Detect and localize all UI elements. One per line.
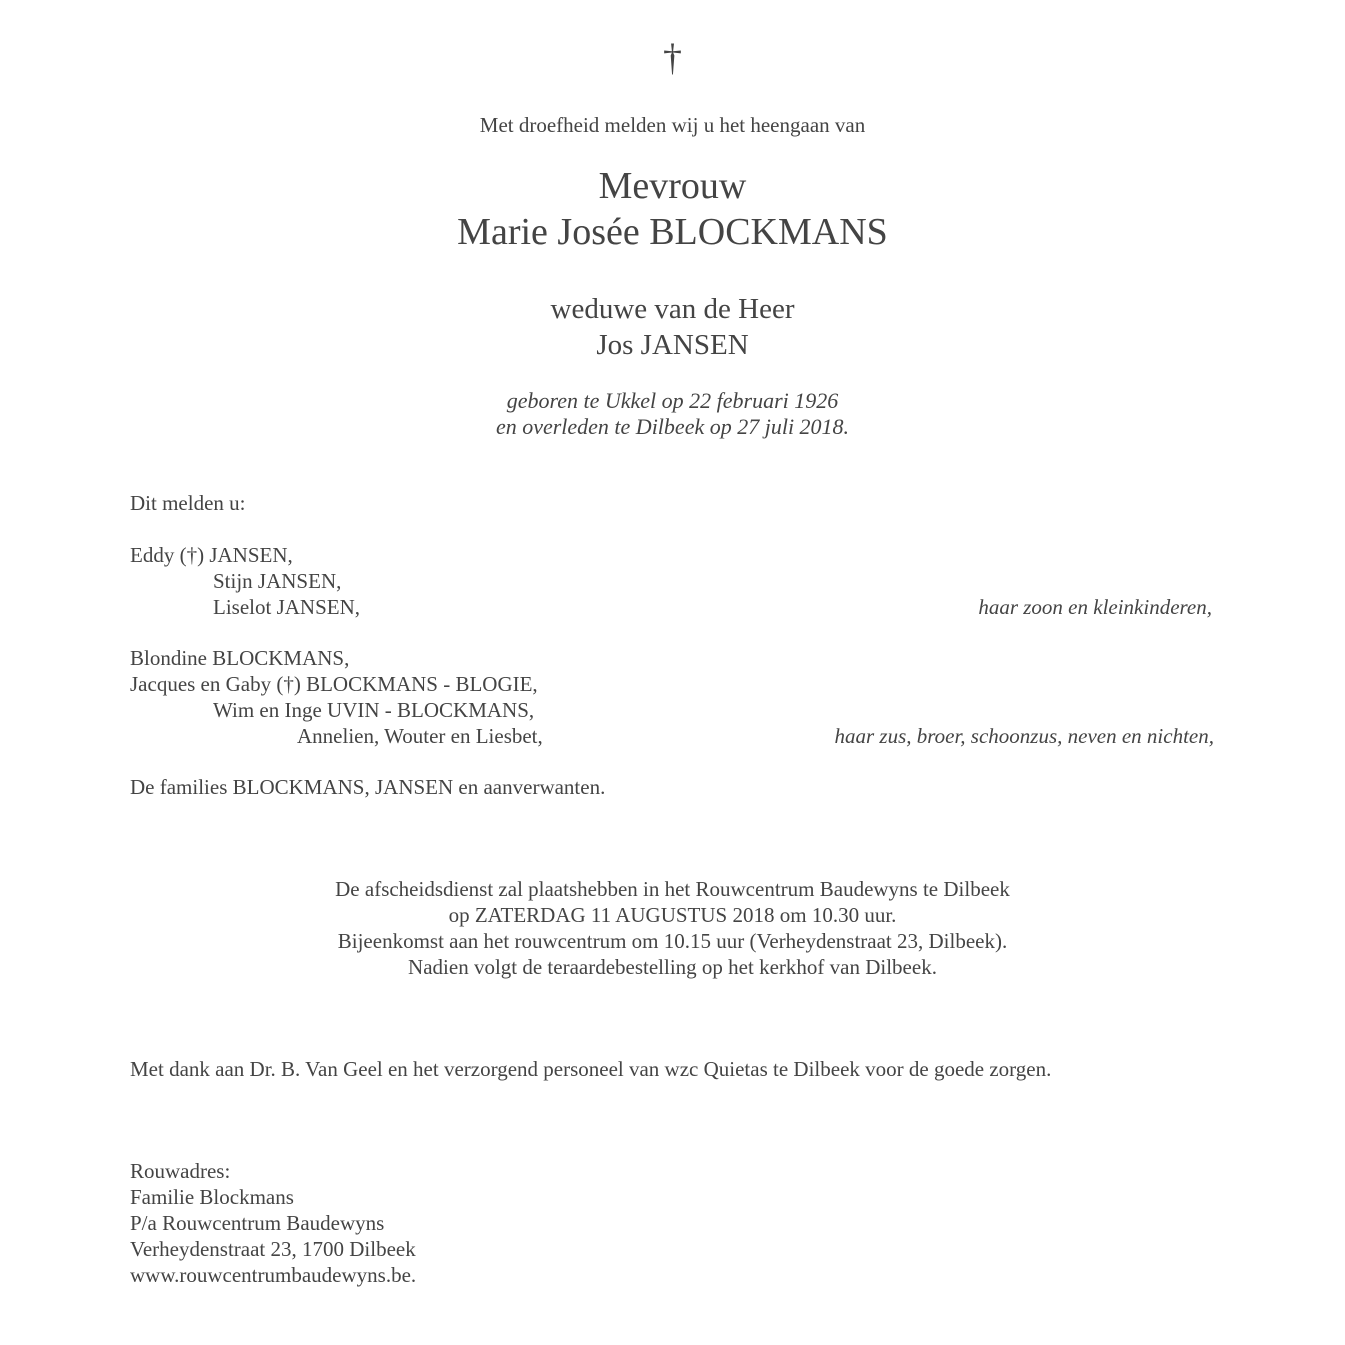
spouse-name: Jos JANSEN xyxy=(596,329,749,361)
family-member: Blondine BLOCKMANS, xyxy=(130,646,350,670)
service-line: Bijeenkomst aan het rouwcentrum om 10.15 uur (Verheydenstraat 23, Dilbeek). xyxy=(337,929,1008,953)
death-text: en overleden te Dilbeek op 27 juli 2018. xyxy=(495,414,850,439)
family-member: Eddy (†) JANSEN, xyxy=(130,543,293,567)
family-member: Wim en Inge UVIN - BLOCKMANS, xyxy=(213,698,535,722)
website-link[interactable]: www.rouwcentrumbaudewyns.be. xyxy=(130,1263,417,1287)
address-line: Familie Blockmans xyxy=(130,1185,294,1209)
family-member: Jacques en Gaby (†) BLOCKMANS - BLOGIE, xyxy=(130,672,538,696)
address-line: Verheydenstraat 23, 1700 Dilbeek xyxy=(130,1237,416,1261)
cross-symbol: † xyxy=(663,37,682,79)
families-line: De families BLOCKMANS, JANSEN en aanverwanten. xyxy=(130,775,606,799)
service-line: Nadien volgt de teraardebestelling op het kerkhof van Dilbeek. xyxy=(408,955,937,979)
birth-text: geboren te Ukkel op 22 februari 1926 xyxy=(506,388,839,413)
thanks-text: Met dank aan Dr. B. Van Geel en het verzorgend personeel van wzc Quietas te Dilbeek voor de goede zorgen. xyxy=(130,1057,1052,1081)
address-label: Rouwadres: xyxy=(130,1159,231,1183)
service-line: op ZATERDAG 11 AUGUSTUS 2018 om 10.30 uur. xyxy=(448,903,897,927)
family-member: Annelien, Wouter en Liesbet, xyxy=(297,724,543,748)
deceased-name: Marie Josée BLOCKMANS xyxy=(457,211,888,253)
family-member: Stijn JANSEN, xyxy=(213,569,342,593)
address-line: P/a Rouwcentrum Baudewyns xyxy=(130,1211,385,1235)
deceased-title: Mevrouw xyxy=(598,165,747,207)
family-intro: Dit melden u: xyxy=(130,491,246,515)
relation-label: haar zoon en kleinkinderen, xyxy=(978,595,1212,619)
service-line: De afscheidsdienst zal plaatshebben in het Rouwcentrum Baudewyns te Dilbeek xyxy=(335,877,1010,901)
relation-label: haar zus, broer, schoonzus, neven en nichten, xyxy=(834,724,1214,748)
widow-label: weduwe van de Heer xyxy=(550,293,795,325)
family-member: Liselot JANSEN, xyxy=(213,595,360,619)
intro-text: Met droefheid melden wij u het heengaan van xyxy=(479,113,866,137)
